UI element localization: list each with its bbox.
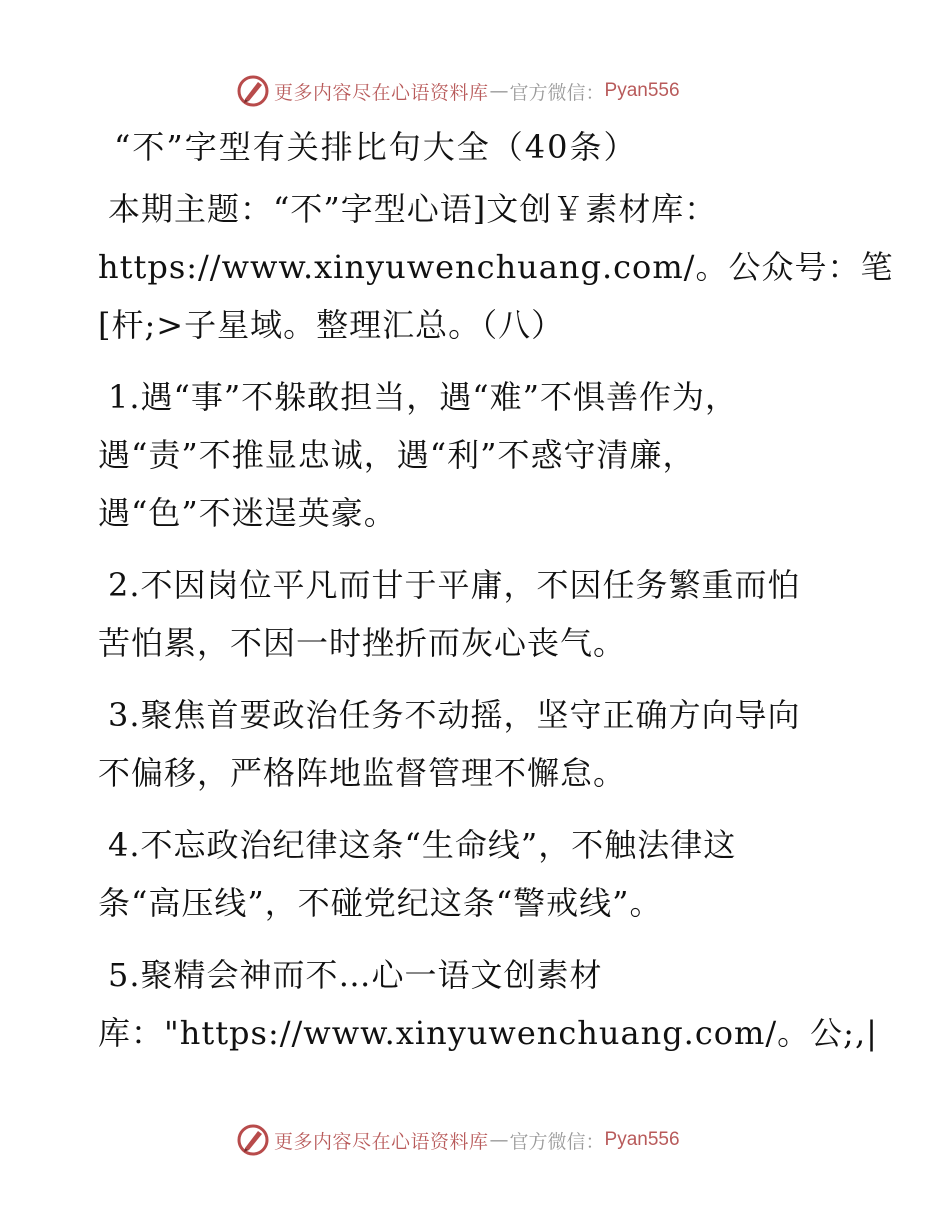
watermark-handle: Pyan556 <box>604 1129 680 1150</box>
document-title: “不”字型有关排比句大全（40条） <box>114 128 638 166</box>
watermark-handle: Pyan556 <box>604 80 680 101</box>
list-item-4 <box>98 816 843 932</box>
intro-line: [杆;>子星域。整理汇总。（八） <box>98 306 565 344</box>
item-line: 1.遇“事”不躲敢担当，遇“难”不惧善作为， <box>108 378 738 416</box>
list-item-3 <box>98 686 843 802</box>
intro-line: https://www.xinyuwenchuang.com/。公众号：笔 <box>98 248 894 286</box>
item-line: 条“高压线”，不碰党纪这条“警戒线”。 <box>98 884 663 922</box>
red-quill-circle-icon <box>236 74 270 108</box>
watermark-site-text: 更多内容尽在心语资料库 <box>274 81 489 104</box>
watermark-official-label: 官方微信： <box>509 1130 605 1153</box>
header-watermark <box>236 73 680 109</box>
item-line: 遇“责”不推显忠诚，遇“利”不惑守清廉， <box>98 436 696 474</box>
item-line: 5.聚精会神而不…心一语文创素材 <box>108 956 603 994</box>
item-line: 遇“色”不迷逞英豪。 <box>98 494 397 532</box>
item-line: 不偏移，严格阵地监督管理不懈怠。 <box>98 754 627 792</box>
item-line: 4.不忘政治纪律这条“生命线”，不触法律这 <box>108 826 737 864</box>
watermark-separator: — <box>489 1129 509 1151</box>
watermark-site-text: 更多内容尽在心语资料库 <box>274 1130 489 1153</box>
item-line: 库："https://www.xinyuwenchuang.com/。公;,| <box>98 1014 878 1052</box>
list-item-5 <box>98 946 878 1062</box>
footer-watermark <box>236 1122 680 1158</box>
watermark-official-label: 官方微信： <box>509 81 605 104</box>
list-item-2 <box>98 556 843 672</box>
red-quill-circle-icon <box>236 1123 270 1157</box>
document-body <box>98 118 894 1076</box>
intro-line: 本期主题：“不”字型心语]文创￥素材库： <box>108 190 718 228</box>
item-line: 2.不因岗位平凡而甘于平庸，不因任务繁重而怕 <box>108 566 801 604</box>
item-line: 3.聚焦首要政治任务不动摇，坚守正确方向导向 <box>108 696 801 734</box>
list-item-1 <box>98 368 843 542</box>
intro-paragraph <box>98 180 894 354</box>
item-line: 苦怕累，不因一时挫折而灰心丧气。 <box>98 624 627 662</box>
watermark-separator: — <box>489 80 509 102</box>
